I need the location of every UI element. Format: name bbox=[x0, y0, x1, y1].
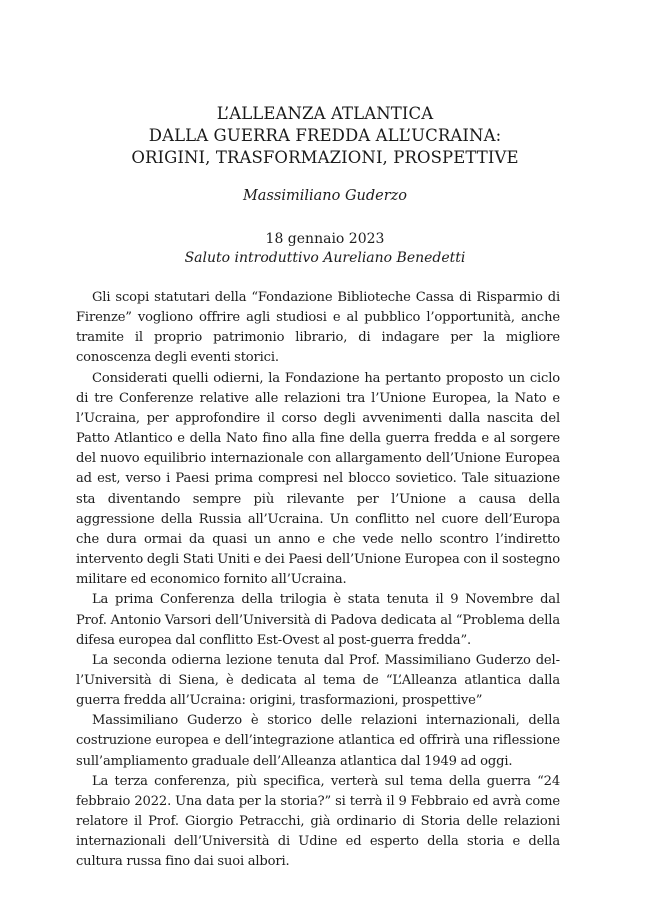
paragraph: Considerati quelli odierni, la Fondazione ha pertanto proposto un ciclo di tre Conferenze relative alle relazioni tra l’Unione Europea, la Nato e l’Ucraina, per approfondire il corso degli avvenimenti dalla nascita del Patto Atlantico e della Nato fino alla fine della guerra fredda e al sorgere del nuovo equilibrio internazionale con allargamento dell’Unione Europea ad est, verso i Paesi prima compresi nel blocco sovietico. Tale situazione sta diventando sempre più rilevante per l’Unione a causa della aggressione della Russia all’Ucraina. Un conflitto nel cuore dell’Europa che dura ormai da quasi un anno e che vede nello scontro l’indiretto intervento degli Stati Uniti e dei Paesi dell’Unione Europea con il sostegno militare ed economico fornito all’Ucraina. bbox=[76, 370, 560, 588]
title-line: ORIGINI, TRASFORMAZIONI, PROSPETTIVE bbox=[131, 148, 519, 167]
paragraph: La terza conferenza, più specifica, verterà sul tema della guerra “24 febbraio 2022. Una data per la storia?” si terrà il 9 Febbraio ed avrà come relatore il Prof. Giorgio Petracchi, già ordinario di Storia delle relazioni internazionali dell’Università di Udine ed esperto della storia e della cultura russa fino dai suoi albori. bbox=[76, 773, 560, 870]
intro-note: Saluto introduttivo Aureliano Benedetti bbox=[184, 250, 466, 266]
body-text bbox=[76, 288, 560, 873]
paragraph: La seconda odierna lezione tenuta dal Prof. Massimiliano Guderzo dell’Università di Siena, è dedicata al tema de “L’Alleanza atlantica dalla guerra fredda all’Ucraina: origini, trasformazioni, prospettive” bbox=[76, 652, 560, 709]
document-title bbox=[0, 103, 650, 169]
author-name: Massimiliano Guderzo bbox=[242, 188, 408, 204]
event-date: 18 gennaio 2023 bbox=[265, 231, 385, 247]
paragraph: Massimiliano Guderzo è storico delle relazioni internazionali, della costruzione europea e dell’integrazione atlantica ed offrirà una riflessione sull’ampliamento graduale dell’Alleanza atlantica dal 1949 ad oggi. bbox=[76, 713, 560, 769]
title-line: DALLA GUERRA FREDDA ALL’UCRAINA: bbox=[148, 126, 502, 145]
paragraph: La prima Conferenza della trilogia è stata tenuta il 9 Novembre dal Prof. Antonio Varsori dell’Università di Padova dedicata al “Problema della difesa europea dal conflitto Est-Ovest al post-guerra fredda”. bbox=[76, 592, 560, 648]
title-line: L’ALLEANZA ATLANTICA bbox=[216, 104, 434, 123]
paragraph: Gli scopi statutari della “Fondazione Biblioteche Cassa di Risparmio di Firenze” vogliono offrire agli studiosi e al pubblico l’opportunità, anche tramite il proprio patrimonio librario, di indagare per la migliore conoscenza degli eventi storici. bbox=[76, 290, 560, 366]
